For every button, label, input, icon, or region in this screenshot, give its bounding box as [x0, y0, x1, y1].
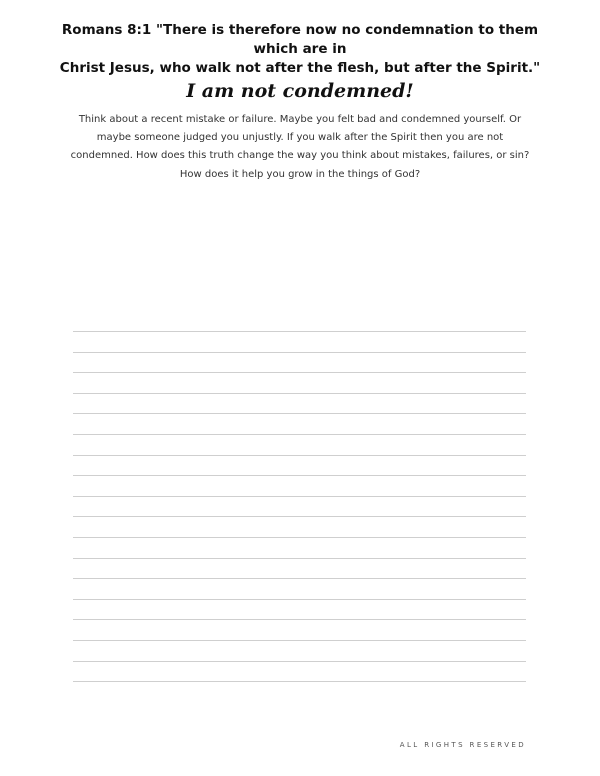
- verse-line-2: Christ Jesus, who walk not after the flesh, but after the Spirit.": [59, 60, 541, 76]
- journal-prompt: [70, 111, 530, 184]
- writing-line: [73, 434, 526, 435]
- writing-line: [73, 372, 526, 373]
- verse-line-1: Romans 8:1 "There is therefore now no condemnation to them which are in: [61, 22, 539, 57]
- writing-line: [73, 496, 526, 497]
- writing-line: [73, 475, 526, 476]
- writing-line: [73, 393, 526, 394]
- writing-line: [73, 331, 526, 332]
- prompt-line-2: maybe someone judged you unjustly. If you walk after the Spirit then you are not: [96, 132, 504, 144]
- prompt-line-1: Think about a recent mistake or failure. Maybe you felt bad and condemned yourself. Or: [78, 114, 522, 125]
- writing-line: [73, 455, 526, 456]
- prompt-line-3: condemned. How does this truth change the way you think about mistakes, failures, or sin?: [70, 150, 530, 162]
- copyright-footer: ALL RIGHTS RESERVED: [399, 741, 526, 749]
- writing-line: [73, 352, 526, 353]
- writing-line: [73, 640, 526, 641]
- writing-line: [73, 558, 526, 559]
- writing-line: [73, 661, 526, 662]
- page-title: I am not condemned!: [186, 80, 414, 102]
- writing-line: [73, 619, 526, 620]
- writing-area[interactable]: [73, 331, 526, 686]
- writing-line: [73, 599, 526, 600]
- prompt-line-4: How does it help you grow in the things of God?: [179, 168, 421, 180]
- writing-line: [73, 578, 526, 579]
- writing-line: [73, 537, 526, 538]
- writing-line: [73, 516, 526, 517]
- scripture-verse: [40, 21, 560, 78]
- writing-line: [73, 681, 526, 682]
- writing-line: [73, 413, 526, 414]
